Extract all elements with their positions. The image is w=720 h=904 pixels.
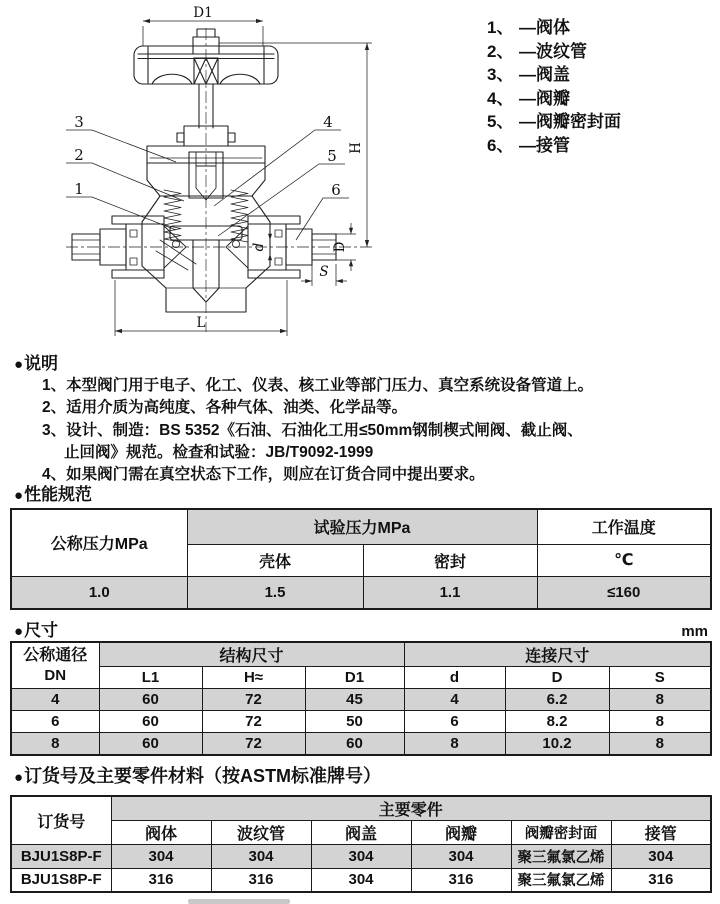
part-name: —阀盖 <box>519 65 570 85</box>
header-temp-unit: ℃ <box>537 544 711 576</box>
dimensions-title-text: 尺寸 <box>24 621 59 640</box>
part-number: 3、 <box>487 65 514 85</box>
order-cell: 316 <box>211 869 311 892</box>
part-name: —波纹管 <box>519 41 587 61</box>
dims-cell: 8 <box>609 711 711 733</box>
dims-cell: 8 <box>609 689 711 711</box>
callout-3: 3 <box>74 113 84 131</box>
page-bottom-artifact <box>188 899 290 904</box>
performance-title <box>14 484 92 506</box>
header-seal: 密封 <box>363 544 537 576</box>
dims-cell: 4 <box>404 689 505 711</box>
order-cell: 316 <box>411 869 511 892</box>
header-order-no: 订货号 <box>11 796 111 845</box>
part-number: 5、 <box>487 112 514 132</box>
dim-label-d1: D1 <box>193 5 213 21</box>
dims-cell: 10.2 <box>505 733 609 755</box>
order-cell: 316 <box>611 869 711 892</box>
ordering-title-text: 订货号及主要零件材料（按ASTM标准牌号） <box>24 766 382 786</box>
order-cell: BJU1S8P-F <box>11 845 111 869</box>
callout-5: 5 <box>327 147 337 165</box>
dims-col-header: L1 <box>99 667 202 689</box>
performance-table <box>10 508 712 610</box>
dim-label-h: H <box>348 142 364 154</box>
order-cell: 304 <box>111 845 211 869</box>
dims-cell: 6 <box>11 711 99 733</box>
bullet-icon: ● <box>14 769 24 786</box>
order-cell: 聚三氟氯乙烯 <box>511 869 611 892</box>
note-line: 1、本型阀门用于电子、化工、仪表、核工业等部门压力、真空系统设备管道上。 <box>42 377 594 394</box>
header-structure-dims: 结构尺寸 <box>99 642 404 667</box>
order-cell: BJU1S8P-F <box>11 869 111 892</box>
perf-cell: ≤160 <box>537 576 711 609</box>
part-name: —接管 <box>519 135 570 155</box>
callout-2: 2 <box>74 146 84 164</box>
dims-cell: 60 <box>99 733 202 755</box>
part-number: 2、 <box>487 41 514 61</box>
header-dn-code: DN <box>44 666 67 684</box>
order-cell: 304 <box>311 845 411 869</box>
order-cell: 316 <box>111 869 211 892</box>
part-name: —阀体 <box>519 18 570 37</box>
centerlines <box>66 28 374 332</box>
parts-list-item <box>487 16 621 40</box>
notes-title <box>14 353 716 375</box>
note-line: 2、适用介质为高纯度、各种气体、油类、化学品等。 <box>42 399 408 417</box>
dim-label-d: d <box>251 242 267 252</box>
performance-title-text: 性能规范 <box>24 485 93 504</box>
dim-label-l: L <box>196 315 206 331</box>
note-line: 止回阀》规范。检查和试验：JB/T9092-1999 <box>64 443 374 461</box>
ordering-title <box>14 766 381 788</box>
header-dn-group: 公称通径 <box>23 646 88 664</box>
parts-list-item <box>487 87 621 111</box>
callout-1: 1 <box>74 180 84 198</box>
order-col-header: 接管 <box>611 821 711 845</box>
dims-cell: 72 <box>202 733 305 755</box>
dims-cell: 72 <box>202 689 305 711</box>
dims-col-header: S <box>609 667 711 689</box>
parts-list-item <box>487 40 621 64</box>
dims-cell: 6 <box>404 711 505 733</box>
dims-cell: 50 <box>305 711 404 733</box>
note-line: 4、如果阀门需在真空状态下工作，则应在订货合同中提出要求。 <box>42 466 485 484</box>
header-connection-dims: 连接尺寸 <box>404 642 711 667</box>
part-number: 6、 <box>487 135 514 155</box>
dimensions-table <box>10 641 712 756</box>
dims-cell: 72 <box>202 711 305 733</box>
parts-list-item <box>487 110 621 134</box>
header-test-pressure: 试验压力MPa <box>187 509 537 544</box>
order-cell: 304 <box>211 845 311 869</box>
dims-cell: 45 <box>305 689 404 711</box>
dims-cell: 8.2 <box>505 711 609 733</box>
notes-section <box>14 353 716 486</box>
arrowheads <box>115 19 369 333</box>
dims-cell: 60 <box>99 711 202 733</box>
dim-label-dd: D <box>332 241 348 253</box>
valve-outline <box>72 29 336 312</box>
header-work-temp: 工作温度 <box>537 509 711 544</box>
order-col-header: 阀体 <box>111 821 211 845</box>
dims-cell: 60 <box>305 733 404 755</box>
header-dn <box>11 642 99 689</box>
parts-list-item <box>487 134 621 158</box>
dims-cell: 8 <box>609 733 711 755</box>
bullet-icon: ● <box>14 487 24 504</box>
callout-4: 4 <box>323 113 333 131</box>
perf-cell: 1.1 <box>363 576 537 609</box>
callout-6: 6 <box>331 181 341 199</box>
dims-cell: 6.2 <box>505 689 609 711</box>
parts-list-item <box>487 63 621 87</box>
header-main-parts: 主要零件 <box>111 796 711 821</box>
header-nominal-pressure: 公称压力MPa <box>11 509 187 576</box>
dim-label-s: S <box>319 264 329 280</box>
note-line: 3、设计、制造：BS 5352《石油、石油化工用≤50mm钢制楔式闸阀、截止阀、 <box>42 421 583 439</box>
order-col-header: 波纹管 <box>211 821 311 845</box>
part-number: 4、 <box>487 88 514 108</box>
perf-cell: 1.0 <box>11 576 187 609</box>
order-col-header: 阀瓣 <box>411 821 511 845</box>
ordering-table <box>10 795 712 893</box>
order-cell: 聚三氟氯乙烯 <box>511 845 611 869</box>
valve-technical-drawing <box>0 0 460 350</box>
dims-cell: 8 <box>404 733 505 755</box>
dims-col-header: H≈ <box>202 667 305 689</box>
dims-col-header: D <box>505 667 609 689</box>
notes-title-text: 说明 <box>24 354 59 373</box>
part-name: —阀瓣密封面 <box>519 112 621 132</box>
parts-list <box>487 16 621 158</box>
dimensions-title <box>14 620 58 642</box>
order-cell: 304 <box>611 845 711 869</box>
part-name: —阀瓣 <box>519 88 570 108</box>
dims-cell: 4 <box>11 689 99 711</box>
dims-cell: 8 <box>11 733 99 755</box>
order-cell: 304 <box>411 845 511 869</box>
dims-col-header: D1 <box>305 667 404 689</box>
dims-cell: 60 <box>99 689 202 711</box>
dimensions-unit: mm <box>681 623 708 640</box>
order-col-header: 阀盖 <box>311 821 411 845</box>
dims-col-header: d <box>404 667 505 689</box>
perf-cell: 1.5 <box>187 576 363 609</box>
order-cell: 304 <box>311 869 411 892</box>
header-shell: 壳体 <box>187 544 363 576</box>
bullet-icon: ● <box>14 623 24 640</box>
part-number: 1、 <box>487 18 514 37</box>
order-col-header: 阀瓣密封面 <box>511 821 611 845</box>
bullet-icon: ● <box>14 356 24 373</box>
